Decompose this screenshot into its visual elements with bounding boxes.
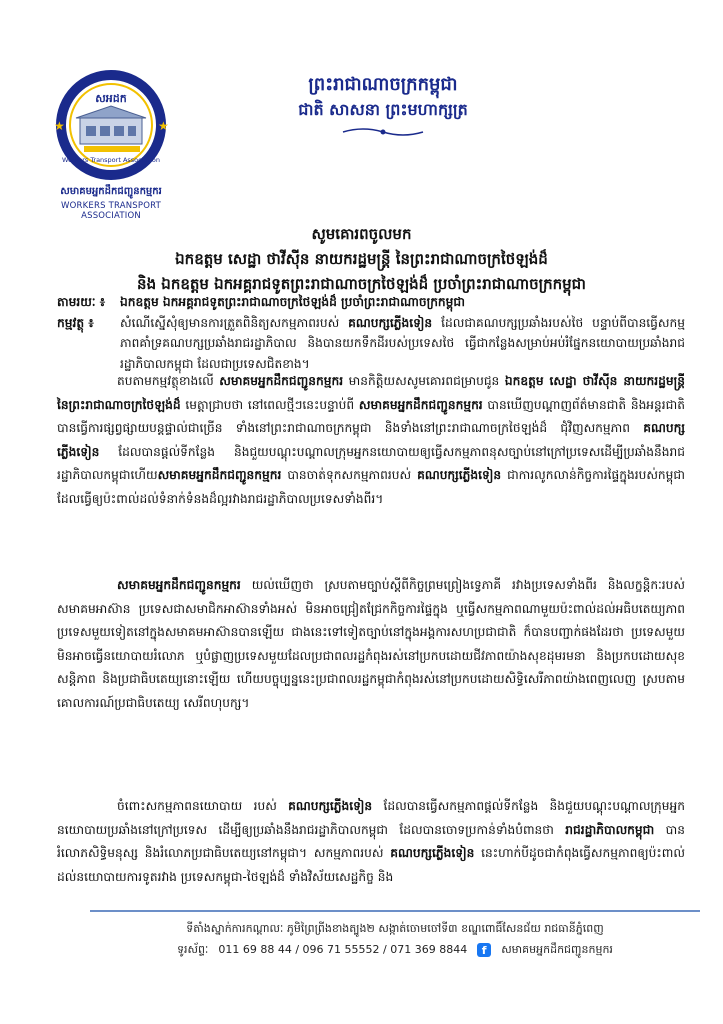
kingdom-header [268, 72, 498, 138]
footer [90, 918, 700, 960]
topic-text [120, 313, 685, 375]
org-name-bold: សមាគមអ្នកដឹកជញ្ជូនកម្មករ [117, 578, 241, 592]
text-run: មេត្តាជ្រាបថា នៅពេលថ្មីៗនេះបន្ទាប់ពី [180, 397, 359, 412]
paragraph-1 [57, 370, 685, 511]
recipient-bold: ឯកឧត្តម សេដ្ឋា ថាវីស៊ីន នាយករដ្ឋមន្ត្រី នៃព្រះរាជាណាចក្រថៃឡង់ដ៏ [57, 374, 685, 412]
topic-row [57, 313, 685, 375]
topic-text-part: ដែលជាគណបក្សប្រឆាំងរបស់ថៃ បន្ទាប់ពីបានធ្វើសកម្មភាពគាំទ្រគណបក្សប្រឆាំងរាជរដ្ឋាភិបាល និងបានយកទឹកដីរបស់ប្រទេសថៃ ធ្វើជាកន្លែងសម្រាប់អប់រំផ្នែកនយោបាយប្រឆាំងរាជរដ្ឋាភិបាលកម្ពុជា ដែលជាប្រទេសជិតខាង។ [120, 315, 685, 371]
org-name-bold: សមាគមអ្នកដឹកជញ្ជូនកម្មករ [157, 468, 282, 482]
footer-address: ទីតាំងស្នាក់ការកណ្តាលៈ ភូមិព្រៃព្រីងខាងត្បូង២ សង្កាត់ចោមចៅទី៣ ខណ្ឌពោធិ៍សែនជ័យ រាជធានីភ្នំពេញ [186, 922, 604, 935]
paragraph-2 [57, 574, 685, 715]
org-name-khmer: សមាគមអ្នកដឹកជញ្ជូនកម្មករ [60, 186, 162, 197]
paragraph-3 [57, 795, 685, 889]
topic-text-part: សំណើស្នើសុំឲ្យមានការត្រួតពិនិត្យសកម្មភាពរបស់ [120, 315, 349, 330]
party-name-bold: គណបក្សភ្លើងទៀន [57, 421, 685, 459]
text-run: បានឃើញបណ្តាញព័ត៌មានជាតិ និងអន្តរជាតិ បានធ្វើការផ្សព្វផ្សាយបន្តផ្ទាល់ជាច្រើន ទាំងនៅព្រះរាជាណាចក្រកម្ពុជា និងទាំងនៅព្រះរាជាណាចក្រថៃឡង់ដ៏ ជុំវិញសកម្មភាព [57, 397, 685, 435]
logo-badge [36, 70, 186, 180]
phone-numbers: 011 69 88 44 / 096 71 55552 / 071 369 8844 [218, 943, 468, 956]
subject-block [57, 292, 685, 374]
facebook-page-name: សមាគមអ្នកដឹកជញ្ជូនកម្មករ [501, 943, 613, 956]
party-name-bold: គណបក្សភ្លើងទៀន [390, 846, 475, 860]
org-name-bold: សមាគមអ្នកដឹកជញ្ជូនកម្មករ [219, 374, 344, 388]
government-bold: រាជរដ្ឋាភិបាលកម្ពុជា [565, 822, 655, 837]
footer-divider [90, 910, 700, 912]
text-run: ដែលបានផ្តល់ទីកន្លែង និងជួយបណ្តុះបណ្តាលក្រុមអ្នកនយោបាយឲ្យធ្វើសកម្មភាពនុសច្បាប់នៅក្រៅប្រទេសដើម្បីប្រឆាំងនឹងរាជរដ្ឋាភិបាលកម្ពុជាហើយ [57, 444, 685, 482]
topic-label: កម្មវត្ថុ ៖ [57, 315, 94, 330]
via-label: តាមរយៈ ៖ [57, 295, 106, 309]
text-run: បានរំលោភសិទ្ធិមនុស្ស និងរំលោភប្រជាធិបតេយ្យនៅកម្ពុជា។ សកម្មភាពរបស់ [57, 822, 685, 860]
text-run: ចំពោះសកម្មភាពនយោបាយ របស់ [117, 799, 289, 813]
title-greeting: សូមគោរពចូលមក [311, 225, 412, 243]
phone-label: ទូរស័ព្ទៈ [177, 943, 209, 956]
via-row [57, 292, 685, 313]
party-name: គណបក្សភ្លើងទៀន [348, 315, 433, 330]
org-name-english: WORKERS TRANSPORT ASSOCIATION [61, 201, 161, 221]
association-logo-block [32, 70, 190, 221]
text-run: តបតាមកម្មវត្ថុខាងលើ [117, 374, 220, 388]
svg-text:★: ★ [54, 119, 65, 133]
ornament-divider-icon [338, 126, 428, 138]
logo-abbreviation: សអដក [95, 92, 127, 105]
title-recipient-1: ឯកឧត្តម សេដ្ឋា ថាវីស៊ីន នាយករដ្ឋមន្ត្រី នៃព្រះរាជាណាចក្រថៃឡង់ដ៏ [175, 250, 548, 268]
text-run: ដែលបានធ្វើសកម្មភាពផ្តល់ទីកន្លែង និងជួយបណ្តុះបណ្តាលក្រុមអ្នកនយោបាយប្រឆាំងនៅក្រៅប្រទេស ដើម្បីឲ្យប្រឆាំងនឹងរាជរដ្ឋាភិបាលកម្ពុជា ដែលបានចោទប្រកាន់ទាំងបំពានថា [57, 799, 685, 837]
org-name-bold: សមាគមអ្នកដឹកជញ្ជូនកម្មករ [358, 397, 483, 412]
text-run: មានកិត្តិយសសូមគោរពជម្រាបជូន [343, 374, 505, 388]
text-run: នេះហាក់បីដូចជាកំពុងធ្វើសកម្មភាពឲ្យប៉ះពាល់ដល់នយោបាយការទូតរវាង ប្រទេសកម្ពុជា-ថៃឡង់ដ៏ ទាំងវិស័យសេដ្ឋកិច្ច និង [57, 846, 685, 884]
facebook-icon: f [477, 943, 491, 957]
text-run: យល់ឃើញថា ស្របតាមច្បាប់ស្តីពីកិច្ចព្រមព្រៀងទ្វេភាគី រវាងប្រទេសទាំងពីរ និងលក្ខន្តិកៈរបស់សមាគមអាស៊ាន ប្រទេសជាសមាជិកអាស៊ានទាំងអស់ មិនអាចជ្រៀតជ្រែកកិច្ចការផ្ទៃក្នុង ឬធ្វើសកម្មភាពណាមួយប៉ះពាល់ដល់អធិបតេយ្យភាពប្រទេសមួយទៀតនៅក្នុងសមាគមអាស៊ានបានឡើយ ជាងនេះទៅទៀតច្បាប់នៅក្នុងអង្គការសហប្រជាជាតិ ក៏បានបញ្ជាក់ផងដែរថា ប្រទេសមួយមិនអាចធ្វើនយោបាយរំលោភ ឬបំផ្លាញប្រទេសមួយដែលប្រជាពលរដ្ឋកំពុងរស់នៅប្រកបដោយជីវភាពយ៉ាងសុខដុមរមនា និងប្រកបដោយសុខសន្តិភាព និងប្រជាធិបតេយ្យនោះឡើយ ហើយបច្ចុប្បន្ននេះប្រជាពលរដ្ឋកម្ពុជាកំពុងរស់នៅប្រកបដោយសិទ្ធិសេរីភាពយ៉ាងពេញលេញ ស្របតាមគោលការណ៍ប្រជាធិបតេយ្យ សេរីពហុបក្ស។ [57, 578, 685, 710]
logo-caption: Workers Transport Association [62, 156, 160, 164]
party-name-bold: គណបក្សភ្លើងទៀន [417, 468, 502, 482]
letter-title [40, 222, 683, 297]
via-text: ឯកឧត្តម ឯកអគ្គរាជទូតព្រះរាជាណាចក្រថៃឡង់ដ៏ ប្រចាំព្រះរាជាណាចក្រកម្ពុជា [120, 295, 466, 309]
footer-contact [90, 940, 700, 960]
text-run: បានចាត់ទុកសកម្មភាពរបស់ [281, 468, 418, 482]
title-recipient-2: និង ឯកឧត្តម ឯកអគ្គរាជទូតព្រះរាជាណាចក្រថៃឡង់ដ៏ ប្រចាំព្រះរាជាណាចក្រកម្ពុជា [137, 275, 586, 293]
party-name-bold: គណបក្សភ្លើងទៀន [288, 799, 373, 813]
svg-text:★: ★ [158, 119, 169, 133]
text-run: ជាការលូកលាន់កិច្ចការផ្ទៃក្នុងរបស់កម្ពុជា ដែលធ្វើឲ្យប៉ះពាល់ដល់ទំនាក់ទំនងដ៏ល្អរវាងរាជរដ្ឋាភិបាលប្រទេសទាំងពីរ។ [57, 468, 686, 506]
kingdom-title: ព្រះរាជាណាចក្រកម្ពុជា [308, 74, 458, 95]
national-motto: ជាតិ សាសនា ព្រះមហាក្សត្រ [298, 100, 468, 119]
